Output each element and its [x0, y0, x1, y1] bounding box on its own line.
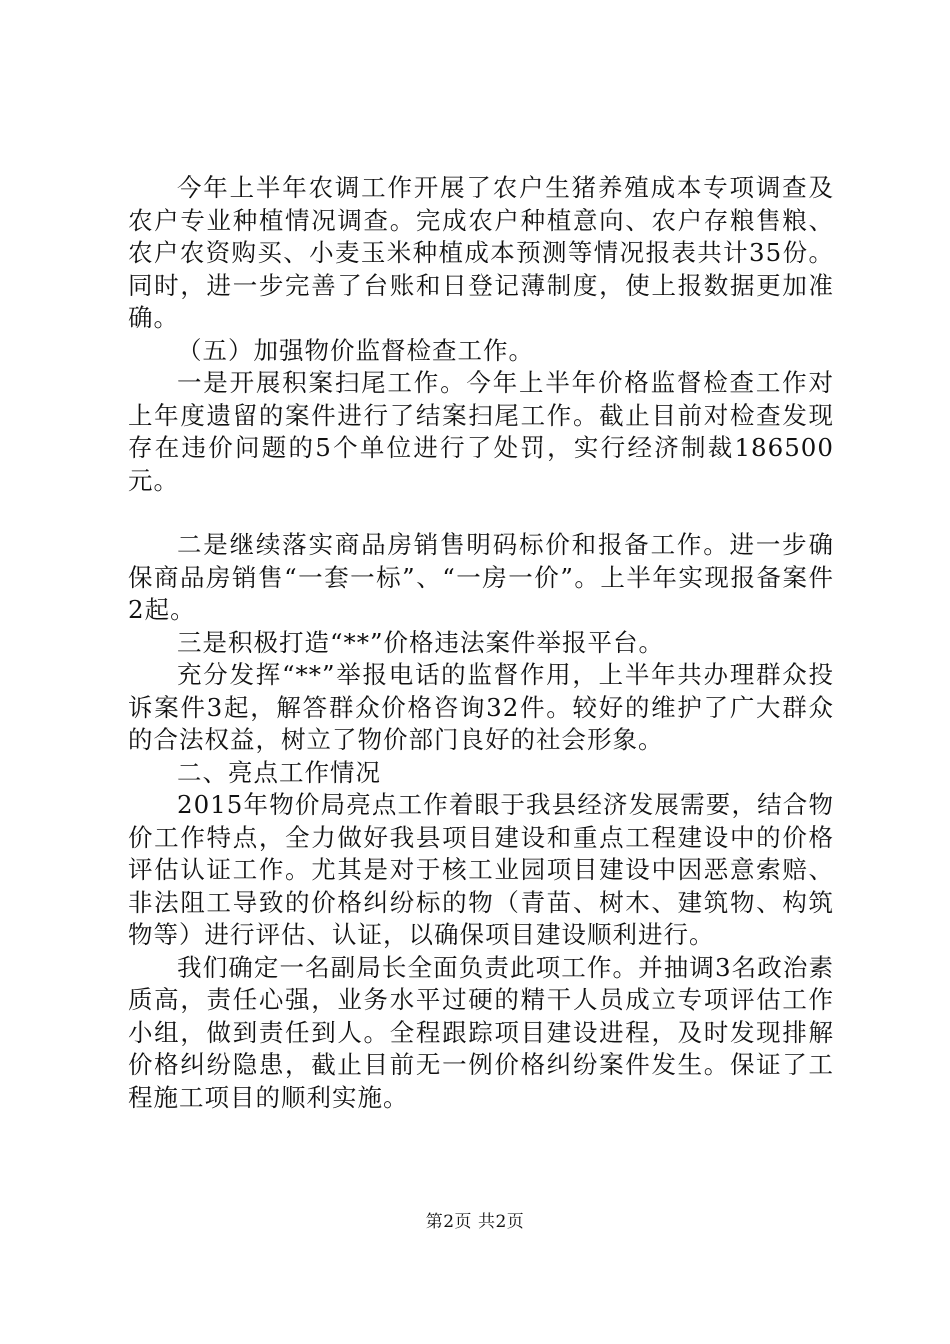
section-heading-highlights: 二、亮点工作情况	[177, 757, 381, 787]
document-body	[128, 172, 834, 1114]
paragraph-case-closing: 一是开展积案扫尾工作。今年上半年价格监督检查工作对上年度遗留的案件进行了结案扫尾工作。截止目前对检查发现存在违价问题的5个单位进行了处罚，实行经济制裁186500元。	[128, 368, 834, 495]
paragraph-hotline: 充分发挥“**”举报电话的监督作用，上半年共办理群众投诉案件3起，解答群众价格咨询32件。较好的维护了广大群众的合法权益，树立了物价部门良好的社会形象。	[128, 660, 834, 754]
section-heading-price-supervision: （五）加强物价监督检查工作。	[177, 335, 534, 365]
paragraph-report-platform: 三是积极打造“**”价格违法案件举报平台。	[177, 627, 665, 657]
paragraph-working-group: 我们确定一名副局长全面负责此项工作。并抽调3名政治素质高，责任心强，业务水平过硬的精干人员成立专项评估工作小组，做到责任到人。全程跟踪项目建设进程，及时发现排解价格纠纷隐患，截止目前无一例价格纠纷案件发生。保证了工程施工项目的顺利实施。	[128, 952, 834, 1112]
paragraph-highlight-work: 2015年物价局亮点工作着眼于我县经济发展需要，结合物价工作特点，全力做好我县项目建设和重点工程建设中的价格评估认证工作。尤其是对于核工业园项目建设中因恶意索赔、非法阻工导致的价格纠纷标的物（青苗、树木、建筑物、构筑物等）进行评估、认证，以确保项目建设顺利进行。	[128, 790, 834, 949]
paragraph-housing-price-filing: 二是继续落实商品房销售明码标价和报备工作。进一步确保商品房销售“一套一标”、“一房一价”。上半年实现报备案件2起。	[128, 530, 834, 624]
paragraph-rural-survey: 今年上半年农调工作开展了农户生猪养殖成本专项调查及农户专业种植情况调查。完成农户种植意向、农户存粮售粮、农户农资购买、小麦玉米种植成本预测等情况报表共计35份。同时，进一步完善了台账和日登记薄制度，使上报数据更加准确。	[128, 173, 834, 332]
page-footer: 第2页 共2页	[425, 1212, 525, 1232]
